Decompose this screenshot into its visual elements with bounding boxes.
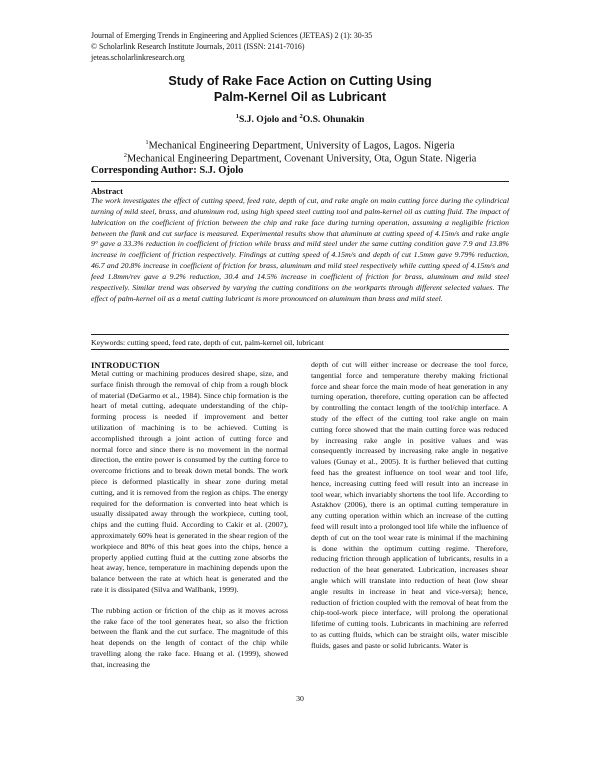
copyright-line: © Scholarlink Research Institute Journals, 2011 (ISSN: 2141-7016) xyxy=(91,42,305,51)
abstract-top-divider xyxy=(91,181,509,182)
journal-website-line: jeteas.scholarlinkresearch.org xyxy=(91,53,185,62)
abstract-text: The work investigates the effect of cutting speed, feed rate, depth of cut, and rake angle on main cutting force during the cylindrical turning of mild steel, brass, and aluminum rod, using high speed steel cutting tool and palm-kernel oil as cutting fluid. The impact of lubrication on the coefficient of friction between the chip and rake face during turning operation, assuming a negligible friction between the flank and cut surface is measured. Experimental results show that aluminum at cutting speed of 4.15m/s and rake angle 9° gave a 33.3% reduction in coefficient of friction while brass and mild steel under the same cutting condition gave 7.9 and 13.8% increase in coefficient of friction respectively. Findings at cutting speed of 4.15m/s and depth of cut 1.5mm gave 9.79% reduction, 46.7 and 20.8% increase in coefficient of friction for brass, aluminum and mild steel respectively while cutting speed of 4.15m/s and feed 1.8mm/rev gave a 9.2% reduction, 30.4 and 14.5% increase in coefficient of friction for brass, aluminum and mild steel respectively. Similar trend was observed by varying the cutting conditions on the workparts through different selected values. The effect of palm-kernel oil as a metal cutting lubricant is more pronounced on aluminum than brass and mild steel. xyxy=(91,196,509,303)
keywords-line: Keywords: cutting speed, feed rate, depth of cut, palm-kernel oil, lubricant xyxy=(91,338,324,347)
page-number: 30 xyxy=(296,694,304,703)
author-1: S.J. Ojolo and xyxy=(238,114,300,126)
body-column-right xyxy=(311,360,508,652)
affiliation-1-text: Mechanical Engineering Department, University of Lagos, Lagos. Nigeria xyxy=(148,140,455,152)
affiliation-2-superscript: 2 xyxy=(123,152,127,159)
affiliation-2 xyxy=(0,152,600,164)
abstract-heading: Abstract xyxy=(91,186,123,196)
introduction-paragraph-1: Metal cutting or machining produces desired shape, size, and surface finish through the removal of chip from a rough block of material (DeGarmo et al., 1984). Since chip formation is the heart of metal cutting, adequate understanding of the chip-forming process is needed if improvement and better utilization of machining is to be achieved. Cutting is accomplished through a joint action of cutting force and normal force and since there is no movement in the normal direction, the entire power is consumed by the cutting force to overcome frictions and to break down metal bonds. The work piece is deformed plastically in shear zone during metal cutting, and it is removed from the region as chips. The energy required for the deformation is converted into heat which is usually dissipated away through the workpiece, cutting tool, chips and the cutting fluid. According to Cakir et al. (2007), approximately 60% heat is generated in the shear region of the workpiece and 80% of this heat goes into the chips, hence a properly applied cutting fluid at the cutting zone absorbs the heat away, hence, temperature in machining depends upon the balance between the rate at which heat is generated and the rate it is dissipated (Silva and Wallbank, 1999). xyxy=(91,369,288,594)
corresponding-author: Corresponding Author: S.J. Ojolo xyxy=(91,165,244,176)
keywords-divider xyxy=(91,349,509,350)
body-column-left xyxy=(91,369,288,671)
paper-title-line-2: Palm-Kernel Oil as Lubricant xyxy=(213,90,387,104)
introduction-paragraph-2: The rubbing action or friction of the chip as it moves across the rake face of the tool generates heat, so also the friction between the flank and the cut surface. The magnitude of this heat depends on the length of contact of the chip while travelling along the rake face. Huang et al. (1999), showed that, increasing the xyxy=(91,605,288,669)
affiliation-1 xyxy=(0,139,600,151)
paper-title-line-1: Study of Rake Face Action on Cutting Using xyxy=(168,74,432,88)
introduction-paragraph-3: depth of cut will either increase or decrease the tool force, tangential force and temperature thereby making frictional force and shear force the main mode of heat generation in any turning operation, therefore, cutting operation can be affected by controlling the contact length of the tool/chip interface. A study of the effect of the cutting tool rake angle on main cutting force showed that the main cutting force was reduced by increasing rake angle in positive values and was consequently increased by increasing rake angle in negative values (Gunay et al., 2005). It is further believed that cutting feed has the greatest influence on tool wear and tool life, hence, increasing cutting feed will result into an increase in tool wear, which invariably shortens the tool life. According to Astakhov (2006), there is an optimal cutting temperature in any cutting operation within which an increase of the cutting feed will result into a prolonged tool life while the influence of depth of cut on the tool wear rate is minimal if the machining is done within the optimum cutting regime. Therefore, reducing friction through application of lubricants, results in a reduction of the heat generated. Lubrication, increases shear angle which will translate into reduction of heat (low shear angle results in increase in heat and vice-versa); hence, reduction of friction coupled with the removal of heat from the chip-tool-work piece interface, will prolong the operational lifetime of cutting tools. Lubricants in machining are referred to as cutting fluids, which can be straight oils, water miscible fluids, gases and paste or solid lubricants. Water is xyxy=(311,360,508,650)
introduction-heading: INTRODUCTION xyxy=(91,360,160,370)
affiliation-1-superscript: 1 xyxy=(145,139,149,146)
author-2: O.S. Ohunakin xyxy=(302,114,365,126)
paper-title xyxy=(0,73,600,105)
abstract-bottom-divider xyxy=(91,334,509,335)
author-2-superscript: 2 xyxy=(299,113,303,120)
journal-citation-line: Journal of Emerging Trends in Engineering and Applied Sciences (JETEAS) 2 (1): 30-35 xyxy=(91,31,373,40)
author-list xyxy=(0,113,600,125)
affiliation-2-text: Mechanical Engineering Department, Covenant University, Ota, Ogun State. Nigeria xyxy=(126,153,477,165)
author-1-superscript: 1 xyxy=(235,113,239,120)
